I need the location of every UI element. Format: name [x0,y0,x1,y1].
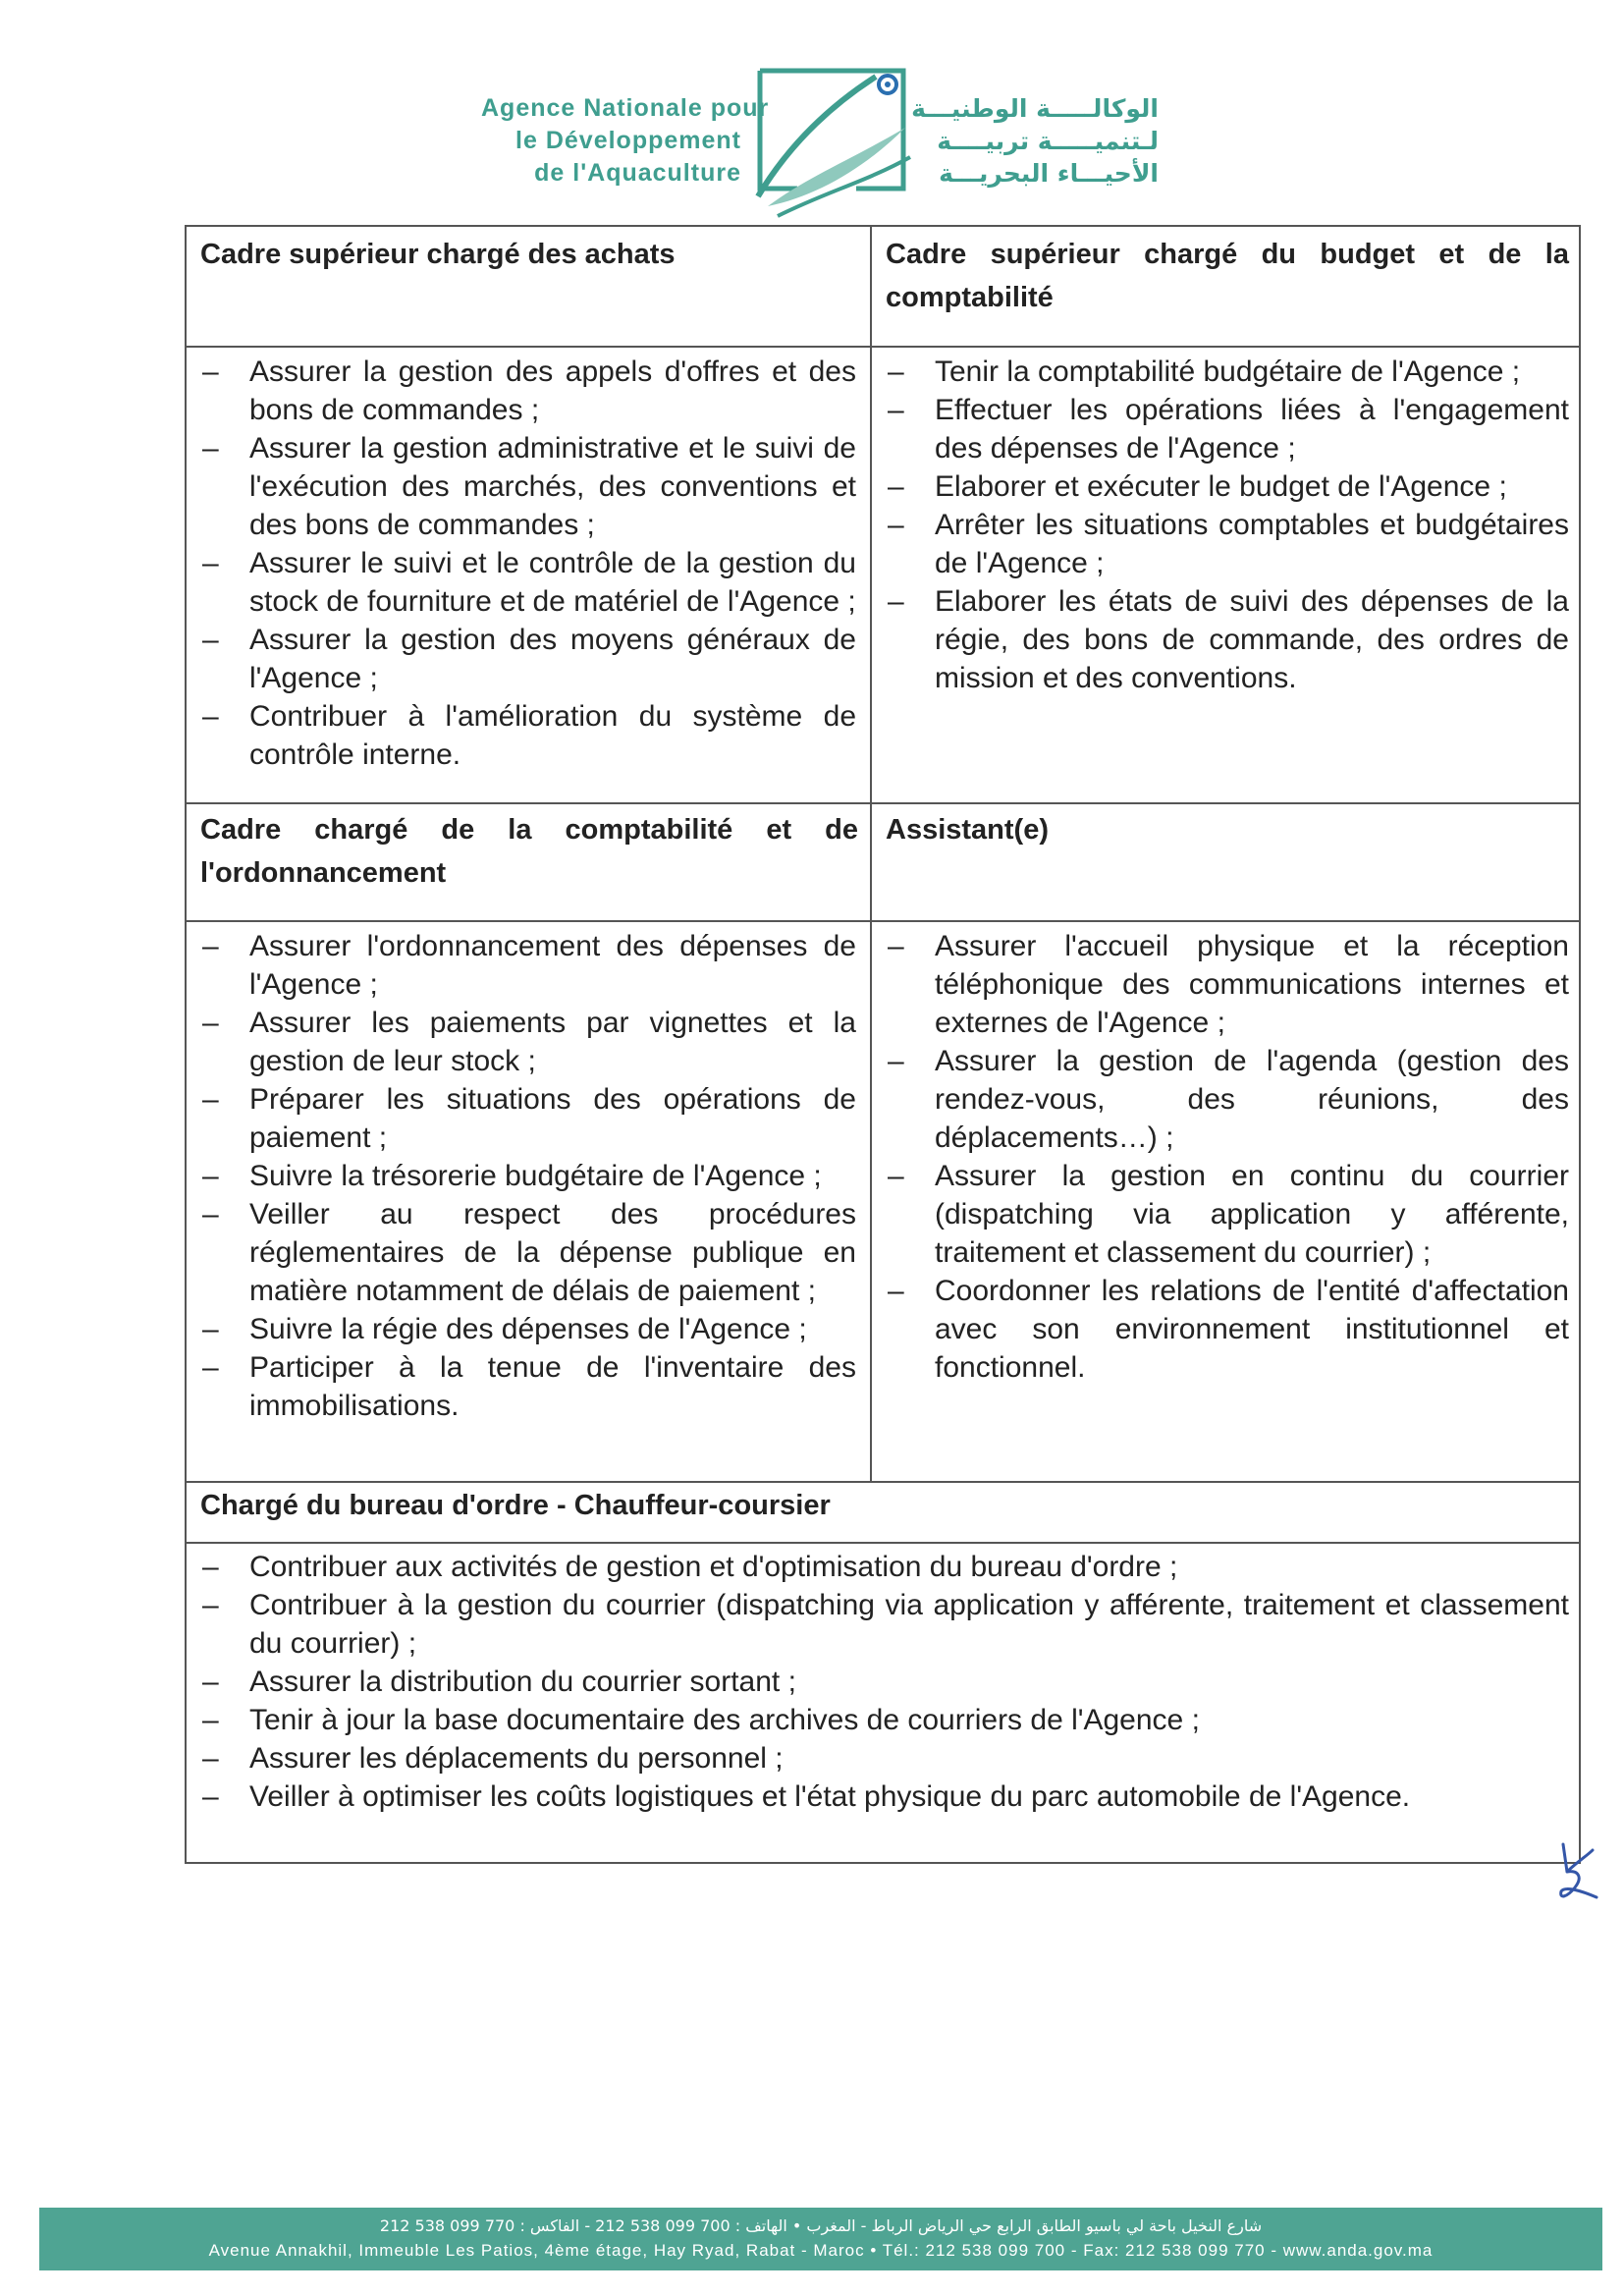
footer-address-french: Avenue Annakhil, Immeuble Les Patios, 4ème étage, Hay Ryad, Rabat - Maroc • Tél.: 212 538 099 700 - Fax: 212 538 099 770 - www.anda.gov.ma [208,2241,1434,2260]
list-item: – Effectuer les opérations liées à l'engagement des dépenses de l'Agence ; [886,391,1569,467]
job-description-table [185,225,1581,1864]
list-item: – Assurer la gestion administrative et le suivi de l'exécution des marchés, des conventions et des bons de commandes ; [200,429,856,544]
task-list-budget [886,353,1569,697]
list-item: – Veiller à optimiser les coûts logistiques et l'état physique du parc automobile de l'Agence. [200,1777,1569,1816]
task-list-assistant [886,927,1569,1387]
list-item: – Préparer les situations des opérations de paiement ; [200,1080,856,1157]
task-list-courier [200,1548,1569,1816]
list-item: – Suivre la régie des dépenses de l'Agence ; [200,1310,856,1348]
row-divider [187,1542,1579,1544]
list-item: – Elaborer les états de suivi des dépenses de la régie, des bons de commande, des ordres de mission et des conventions. [886,582,1569,697]
section-title: Cadre supérieur chargé des achats [200,239,676,270]
task-list-accounting [200,927,856,1425]
logo-ar-line-3: الأحيـــاء البحريـــة [939,159,1159,188]
row-divider [187,802,1579,804]
list-item: – Assurer l'ordonnancement des dépenses de l'Agence ; [200,927,856,1004]
logo-ar-line-2: لـتنميـــــة تربيــــة [937,127,1159,155]
logo-ar-line-1: الوكالـــــة الوطنيـــة [911,94,1159,123]
address-footer [39,2208,1602,2270]
list-item: – Assurer les déplacements du personnel ; [200,1739,1569,1777]
logo-french-name [481,92,770,190]
list-item: – Contribuer à l'amélioration du système de contrôle interne. [200,697,856,774]
list-item: – Assurer la gestion des appels d'offres et des bons de commandes ; [200,353,856,429]
list-item: – Contribuer aux activités de gestion et d'optimisation du bureau d'ordre ; [200,1548,1569,1586]
row-divider [187,920,1579,922]
list-item: – Assurer la gestion de l'agenda (gestion des rendez-vous, des réunions, des déplacements…) ; [886,1042,1569,1157]
row-divider [187,1481,1579,1483]
task-list-purchasing [200,353,856,774]
logo-arabic-name [913,92,1159,190]
section-title: Chargé du bureau d'ordre - Chauffeur-coursier [200,1490,831,1521]
list-item: – Contribuer à la gestion du courrier (dispatching via application y afférente, traitement et classement du courrier) ; [200,1586,1569,1663]
list-item: – Assurer les paiements par vignettes et la gestion de leur stock ; [200,1004,856,1080]
list-item: – Tenir à jour la base documentaire des archives de courriers de l'Agence ; [200,1701,1569,1739]
list-item: – Participer à la tenue de l'inventaire des immobilisations. [200,1348,856,1425]
list-item: – Elaborer et exécuter le budget de l'Agence ; [886,467,1569,506]
list-item: – Assurer la gestion en continu du courrier (dispatching via application y afférente, traitement et classement du courrier) ; [886,1157,1569,1272]
row-divider [187,346,1579,348]
logo-fr-line-3: de l'Aquaculture [534,159,741,187]
section-title: Assistant(e) [886,814,1049,846]
list-item: – Suivre la trésorerie budgétaire de l'Agence ; [200,1157,856,1195]
list-item: – Veiller au respect des procédures réglementaires de la dépense publique en matière notamment de délais de paiement ; [200,1195,856,1310]
list-item: – Arrêter les situations comptables et budgétaires de l'Agence ; [886,506,1569,582]
list-item: – Assurer la distribution du courrier sortant ; [200,1663,1569,1701]
logo-emblem-icon [738,59,915,226]
logo-fr-line-1: Agence Nationale pour [481,94,770,122]
list-item: – Assurer le suivi et le contrôle de la gestion du stock de fourniture et de matériel de l'Agence ; [200,544,856,621]
agency-logo [481,59,1159,226]
list-item: – Tenir la comptabilité budgétaire de l'Agence ; [886,353,1569,391]
column-divider [870,227,872,1481]
list-item: – Assurer l'accueil physique et la réception téléphonique des communications internes et externes de l'Agence ; [886,927,1569,1042]
section-title: Cadre supérieur chargé du budget et de la comptabilité [886,239,1569,313]
handwritten-initials-icon [1553,1836,1612,1915]
logo-fr-line-2: le Développement [515,127,741,154]
list-item: – Assurer la gestion des moyens généraux de l'Agence ; [200,621,856,697]
list-item: – Coordonner les relations de l'entité d'affectation avec son environnement institutionnel et fonctionnel. [886,1272,1569,1387]
section-title: Cadre chargé de la comptabilité et de l'ordonnancement [200,814,858,889]
footer-address-arabic: شارع النخيل باحة لي باسيو الطابق الرابع حي الرياض الرباط - المغرب • الهاتف : 700 099 538 212 - الفاكس : 770 099 538 212 [379,2216,1263,2235]
